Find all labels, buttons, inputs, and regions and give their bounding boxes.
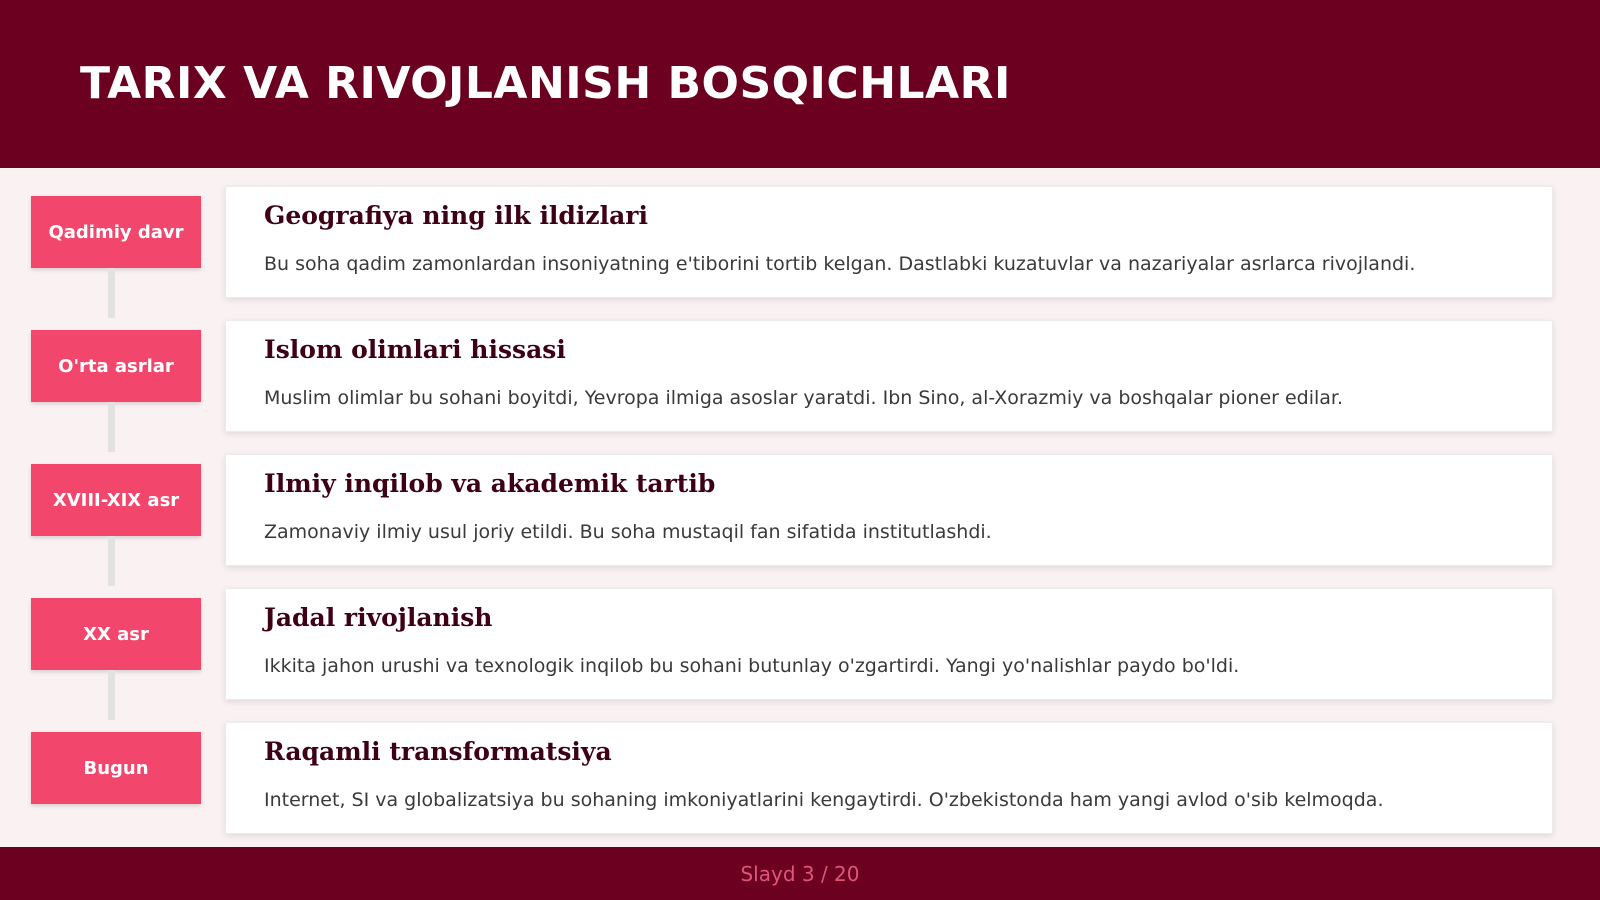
card-title: Ilmiy inqilob va akademik tartib — [264, 469, 716, 498]
era-badge-bugun: Bugun — [31, 732, 201, 804]
slide-header — [0, 0, 1600, 168]
card-text: Zamonaviy ilmiy usul joriy etildi. Bu soha mustaqil fan sifatida institutlashdi. — [264, 521, 992, 543]
card-text: Bu soha qadim zamonlardan insoniyatning e'tiborini tortib kelgan. Dastlabki kuzatuvlar va nazariyalar asrlarca rivojlandi. — [264, 253, 1416, 275]
timeline — [0, 168, 1600, 847]
timeline-row — [0, 436, 1600, 570]
card-title: Jadal rivojlanish — [264, 603, 493, 632]
era-badge-xviii-xix-asr: XVIII-XIX asr — [31, 464, 201, 536]
timeline-row — [0, 168, 1600, 302]
card-text: Internet, SI va globalizatsiya bu sohaning imkoniyatlarini kengaytirdi. O'zbekistonda ham yangi avlod o'sib kelmoqda. — [264, 789, 1384, 811]
timeline-card — [225, 454, 1553, 566]
timeline-card — [225, 186, 1553, 298]
slide-title: TARIX VA RIVOJLANISH BOSQICHLARI — [80, 58, 1011, 109]
timeline-card — [225, 320, 1553, 432]
era-badge-orta-asrlar: O'rta asrlar — [31, 330, 201, 402]
card-title: Islom olimlari hissasi — [264, 335, 566, 364]
era-badge-qadimiy-davr: Qadimiy davr — [31, 196, 201, 268]
slide-footer — [0, 847, 1600, 900]
timeline-row — [0, 302, 1600, 436]
card-title: Raqamli transformatsiya — [264, 737, 612, 766]
era-badge-xx-asr: XX asr — [31, 598, 201, 670]
slide-counter: Slayd 3 / 20 — [740, 861, 860, 886]
timeline-row — [0, 570, 1600, 704]
card-title: Geografiya ning ilk ildizlari — [264, 201, 648, 230]
timeline-card — [225, 722, 1553, 834]
timeline-row — [0, 704, 1600, 838]
card-text: Muslim olimlar bu sohani boyitdi, Yevropa ilmiga asoslar yaratdi. Ibn Sino, al-Xorazmiy va boshqalar pioner edilar. — [264, 387, 1344, 409]
card-text: Ikkita jahon urushi va texnologik inqilob bu sohani butunlay o'zgartirdi. Yangi yo'nalishlar paydo bo'ldi. — [264, 655, 1240, 677]
timeline-card — [225, 588, 1553, 700]
